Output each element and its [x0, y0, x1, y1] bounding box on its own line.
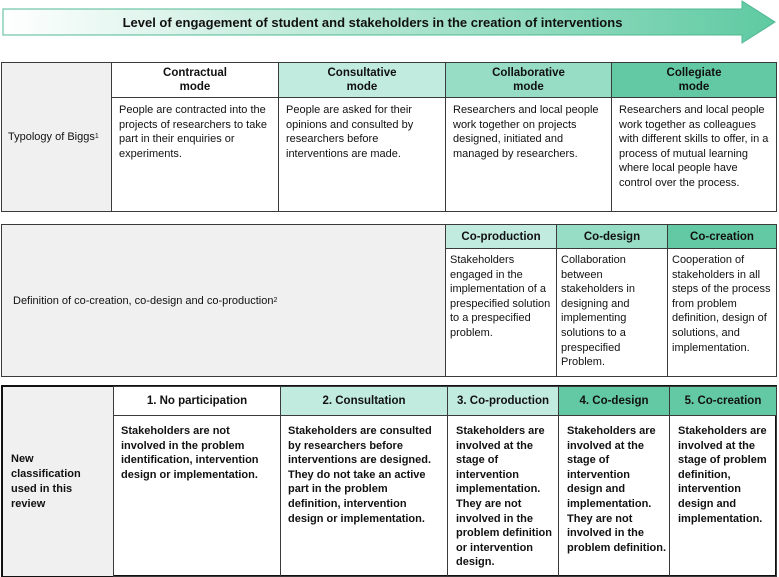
biggs-header-line2: mode — [179, 81, 211, 93]
biggs-text-consultative: People are asked for their opinions and consulted by researchers before interventions are made. — [278, 97, 446, 212]
biggs-header-line1: Contractual — [163, 67, 227, 79]
classification-text-codesign: Stakeholders are involved at the stage of intervention design and implementation. They are not involved in the problem definition. — [558, 415, 670, 577]
classification-header-coproduction: 3. Co-production — [447, 386, 559, 416]
definition-text-coproduction: Stakeholders engaged in the implementation of a prespecified solution to a prespecified problem. — [445, 248, 557, 377]
classification-text-consultation: Stakeholders are consulted by researchers before interventions are designed. They do not take an active part in the problem definition, intervention design or implementation. — [280, 415, 448, 577]
classification-header-consultation: 2. Consultation — [280, 386, 448, 416]
banner-title: Level of engagement of student and stakeholders in the creation of interventions — [122, 14, 623, 30]
definition-label-text: Definition of co-creation, co-design and co-production — [13, 294, 274, 307]
biggs-header-contractual — [111, 62, 279, 98]
definition-text-codesign: Collaboration between stakeholders in designing and implementing solutions to a prespecified Problem. — [556, 248, 668, 377]
biggs-header-line1: Collaborative — [492, 67, 565, 79]
biggs-text-collegiate: Researchers and local people work together as colleagues with different skills to offer, in a process of mutual learning where local people have control over the process. — [611, 97, 777, 212]
biggs-header-consultative — [278, 62, 446, 98]
classification-text-cocreation: Stakeholders are involved at the stage of problem definition, intervention design and implementation. — [669, 415, 777, 577]
biggs-header-line2: mode — [678, 81, 710, 93]
classification-panel — [1, 385, 777, 577]
biggs-text-collaborative: Researchers and local people work together on projects designed, initiated and managed by researchers. — [445, 97, 612, 212]
biggs-header-line2: mode — [513, 81, 544, 93]
classification-text-coproduction: Stakeholders are involved at the stage of intervention implementation. They are not involved in the problem definition or intervention design. — [447, 415, 559, 577]
biggs-header-collegiate — [611, 62, 777, 98]
definition-header-cocreation: Co-creation — [667, 224, 777, 249]
biggs-panel — [1, 62, 777, 212]
definition-panel — [1, 224, 777, 377]
biggs-row-label: Typology of Biggs 1 — [1, 62, 112, 212]
biggs-header-line2: mode — [346, 81, 378, 93]
definition-row-label: Definition of co-creation, co-design and co-production 2 — [1, 224, 446, 377]
definition-header-coproduction: Co-production — [445, 224, 557, 249]
classification-header-codesign: 4. Co-design — [558, 386, 670, 416]
biggs-header-collaborative — [445, 62, 612, 98]
biggs-header-line1: Consultative — [327, 67, 397, 79]
biggs-text-contractual: People are contracted into the projects of researchers to take part in their enquiries or experiments. — [111, 97, 279, 212]
definition-header-codesign: Co-design — [556, 224, 668, 249]
classification-label-text: New classification used in this review — [11, 452, 81, 510]
biggs-header-line1: Collegiate — [666, 67, 722, 79]
classification-header-cocreation: 5. Co-creation — [669, 386, 777, 416]
classification-row-label — [2, 386, 114, 577]
classification-header-no-participation: 1. No participation — [113, 386, 281, 416]
classification-text-no-participation: Stakeholders are not involved in the problem identification, intervention design or implementation. — [113, 415, 281, 577]
biggs-label-text: Typology of Biggs — [8, 131, 95, 143]
definition-text-cocreation: Cooperation of stakeholders in all steps of the process from problem definition, design of solutions, and implementation. — [667, 248, 777, 377]
